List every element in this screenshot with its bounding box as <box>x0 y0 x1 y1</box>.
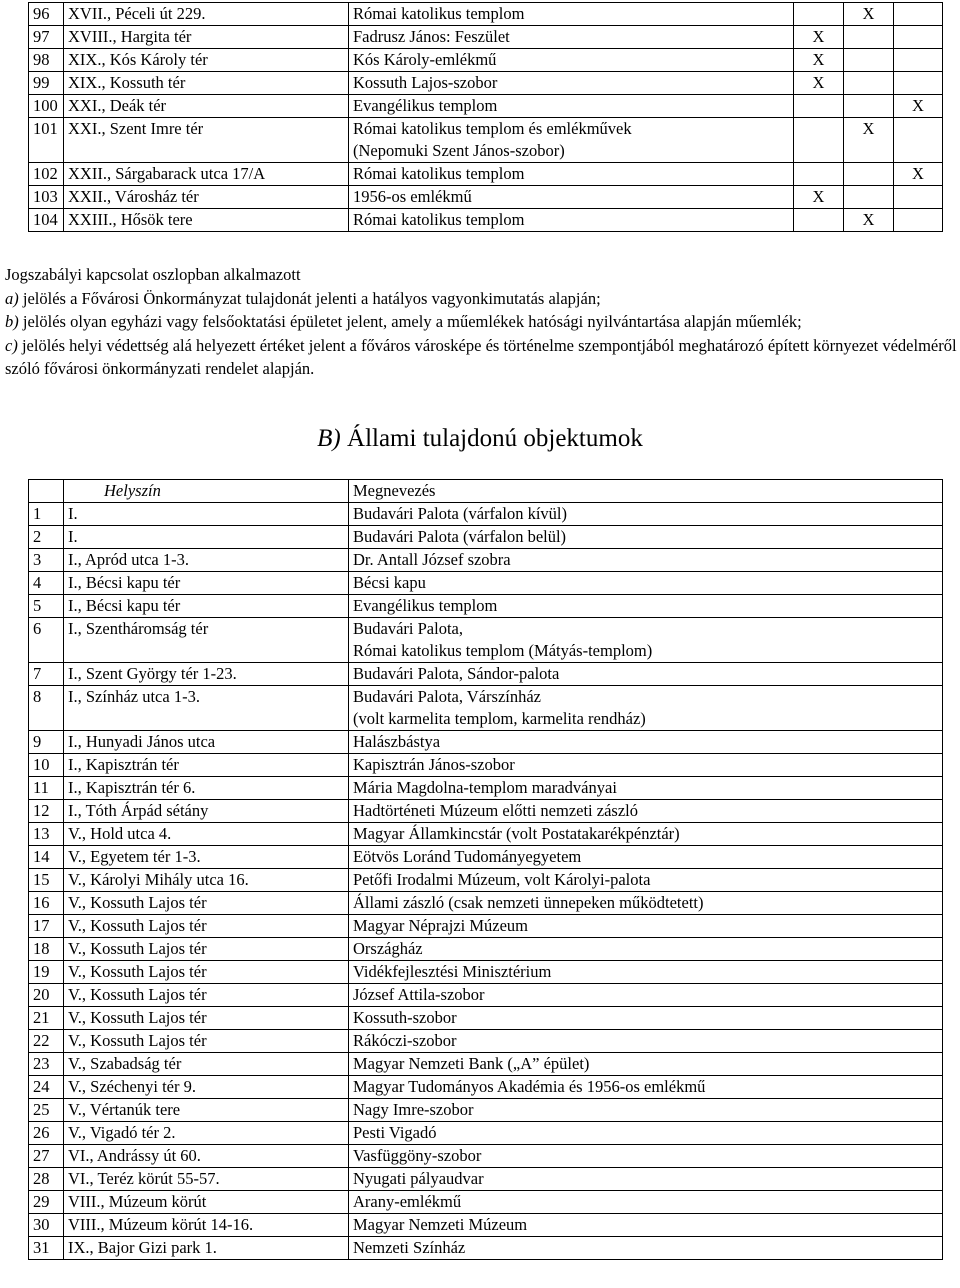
row-number: 6 <box>29 618 64 663</box>
legal-mark-d: X <box>894 95 943 118</box>
legend-b-label: b) <box>5 312 19 331</box>
section-heading <box>0 422 960 456</box>
row-location: I., Hunyadi János utca <box>64 731 349 754</box>
row-number: 104 <box>29 209 64 232</box>
row-name-line: Pesti Vigadó <box>353 1123 437 1142</box>
row-location: V., Kossuth Lajos tér <box>64 961 349 984</box>
table-row <box>29 1214 943 1237</box>
row-number: 101 <box>29 118 64 163</box>
row-number: 30 <box>29 1214 64 1237</box>
row-number: 98 <box>29 49 64 72</box>
row-name <box>349 1191 943 1214</box>
row-name-line-2: (Nepomuki Szent János-szobor) <box>353 141 565 160</box>
row-name-line: Országház <box>353 939 423 958</box>
row-location: V., Károlyi Mihály utca 16. <box>64 869 349 892</box>
row-name <box>349 26 794 49</box>
row-name <box>349 3 794 26</box>
row-name <box>349 663 943 686</box>
row-name <box>349 1168 943 1191</box>
row-location: I., Szent György tér 1-23. <box>64 663 349 686</box>
section-title: Állami tulajdonú objektumok <box>340 425 643 452</box>
legal-mark-c <box>844 186 894 209</box>
row-location: V., Kossuth Lajos tér <box>64 1030 349 1053</box>
legend-a <box>5 287 960 311</box>
table-row <box>29 1145 943 1168</box>
row-name <box>349 1053 943 1076</box>
row-name <box>349 49 794 72</box>
legal-mark-b: X <box>794 26 844 49</box>
row-number: 97 <box>29 26 64 49</box>
row-location: V., Kossuth Lajos tér <box>64 915 349 938</box>
row-name <box>349 754 943 777</box>
row-location: V., Vigadó tér 2. <box>64 1122 349 1145</box>
row-location: XXIII., Hősök tere <box>64 209 349 232</box>
row-number: 4 <box>29 572 64 595</box>
legal-mark-d <box>894 209 943 232</box>
table-row <box>29 777 943 800</box>
table-row <box>29 72 943 95</box>
legal-mark-c: X <box>844 209 894 232</box>
legal-mark-c <box>844 26 894 49</box>
row-number: 15 <box>29 869 64 892</box>
row-location: I., Színház utca 1-3. <box>64 686 349 731</box>
row-location: IX., Bajor Gizi park 1. <box>64 1237 349 1260</box>
table-row <box>29 209 943 232</box>
table-row <box>29 95 943 118</box>
legal-mark-d <box>894 49 943 72</box>
table-row <box>29 846 943 869</box>
row-name-line: Magyar Néprajzi Múzeum <box>353 916 529 935</box>
row-name-line: Kapisztrán János-szobor <box>353 755 515 774</box>
row-number: 27 <box>29 1145 64 1168</box>
row-name <box>349 1007 943 1030</box>
row-name-line: Petőfi Irodalmi Múzeum, volt Károlyi-palota <box>353 870 651 889</box>
table-row <box>29 26 943 49</box>
row-name <box>349 984 943 1007</box>
table-row <box>29 1168 943 1191</box>
row-name-line: Fadrusz János: Feszület <box>353 27 510 46</box>
legend-b <box>5 310 960 334</box>
row-number: 7 <box>29 663 64 686</box>
table-row <box>29 1099 943 1122</box>
row-number: 29 <box>29 1191 64 1214</box>
row-name <box>349 823 943 846</box>
row-name <box>349 595 943 618</box>
table-row <box>29 869 943 892</box>
row-number: 10 <box>29 754 64 777</box>
state-owned-objects-table <box>28 479 943 1260</box>
table-row <box>29 892 943 915</box>
legal-mark-c: X <box>844 118 894 163</box>
row-location: V., Kossuth Lajos tér <box>64 938 349 961</box>
row-name-line: Budavári Palota, <box>353 619 463 638</box>
row-name <box>349 892 943 915</box>
row-name-line: Budavári Palota (várfalon kívül) <box>353 504 567 523</box>
row-number: 8 <box>29 686 64 731</box>
row-name <box>349 572 943 595</box>
legal-mark-b: X <box>794 186 844 209</box>
row-location: XXII., Sárgabarack utca 17/A <box>64 163 349 186</box>
table-row <box>29 526 943 549</box>
row-location: XIX., Kós Károly tér <box>64 49 349 72</box>
table-row <box>29 663 943 686</box>
row-location: I., Tóth Árpád sétány <box>64 800 349 823</box>
table-row <box>29 549 943 572</box>
legend-intro: Jogszabályi kapcsolat oszlopban alkalmazott <box>5 265 301 284</box>
row-location: XXI., Deák tér <box>64 95 349 118</box>
legal-mark-c <box>844 49 894 72</box>
legal-mark-d <box>894 186 943 209</box>
row-number: 24 <box>29 1076 64 1099</box>
table-row <box>29 1237 943 1260</box>
row-location: V., Hold utca 4. <box>64 823 349 846</box>
row-name-line: Római katolikus templom és emlékművek <box>353 119 632 138</box>
legend-a-label: a) <box>5 288 19 308</box>
row-name-line: Budavári Palota, Sándor-palota <box>353 664 560 683</box>
row-name <box>349 938 943 961</box>
row-location: VI., Andrássy út 60. <box>64 1145 349 1168</box>
section-letter: B) <box>317 425 341 452</box>
row-name <box>349 731 943 754</box>
table-row <box>29 1076 943 1099</box>
row-number: 12 <box>29 800 64 823</box>
legend-c-label: c) <box>5 335 18 355</box>
table-row <box>29 915 943 938</box>
row-name-line: Magyar Nemzeti Múzeum <box>353 1215 528 1234</box>
row-location: XVIII., Hargita tér <box>64 26 349 49</box>
table-row <box>29 163 943 186</box>
row-location: I., Szentháromság tér <box>64 618 349 663</box>
row-name-line: Magyar Tudományos Akadémia és 1956-os emlékmű <box>353 1077 706 1096</box>
row-name-line: Dr. Antall József szobra <box>353 550 511 569</box>
row-name-line: Budavári Palota, Várszínház <box>353 687 542 706</box>
row-name-line: Vasfüggöny-szobor <box>353 1146 482 1165</box>
row-location: XXI., Szent Imre tér <box>64 118 349 163</box>
row-number: 99 <box>29 72 64 95</box>
legend-c <box>5 334 960 381</box>
table-row <box>29 118 943 163</box>
row-name <box>349 961 943 984</box>
row-location: I., Apród utca 1-3. <box>64 549 349 572</box>
row-name-line: Kossuth Lajos-szobor <box>353 73 498 92</box>
row-location: VIII., Múzeum körút <box>64 1191 349 1214</box>
row-number: 26 <box>29 1122 64 1145</box>
row-name <box>349 869 943 892</box>
legal-mark-c: X <box>844 3 894 26</box>
table-row <box>29 3 943 26</box>
row-number: 21 <box>29 1007 64 1030</box>
row-name-line: Eötvös Loránd Tudományegyetem <box>353 847 582 866</box>
row-location: I., Kapisztrán tér 6. <box>64 777 349 800</box>
row-name-line: Római katolikus templom <box>353 164 525 183</box>
legal-mark-b <box>794 209 844 232</box>
row-number: 103 <box>29 186 64 209</box>
row-name <box>349 209 794 232</box>
table-row <box>29 618 943 663</box>
row-name-line-2: (volt karmelita templom, karmelita rendház) <box>353 709 646 728</box>
table-row <box>29 1030 943 1053</box>
row-location: VI., Teréz körút 55-57. <box>64 1168 349 1191</box>
row-location: V., Szabadság tér <box>64 1053 349 1076</box>
row-name-line: Római katolikus templom <box>353 4 525 23</box>
row-location: I., Bécsi kapu tér <box>64 572 349 595</box>
row-name <box>349 1237 943 1260</box>
header-place-label: Helyszín <box>104 481 161 500</box>
row-name <box>349 163 794 186</box>
row-number: 5 <box>29 595 64 618</box>
row-number: 16 <box>29 892 64 915</box>
table-row <box>29 572 943 595</box>
row-location: V., Kossuth Lajos tér <box>64 892 349 915</box>
legal-mark-b: X <box>794 49 844 72</box>
legend-c-text: jelölés helyi védettség alá helyezett értéket jelent a főváros városképe és történelme szempontjából meghatározó épített környezet védelméről szóló fővárosi önkormányzati rendelet alapján. <box>5 335 957 378</box>
row-number: 100 <box>29 95 64 118</box>
row-name-line-2: Római katolikus templom (Mátyás-templom) <box>353 641 653 660</box>
row-name <box>349 777 943 800</box>
row-name <box>349 549 943 572</box>
legend-a-text: jelölés a Fővárosi Önkormányzat tulajdonát jelenti a hatályos vagyonkimutatás alapján; <box>18 288 601 308</box>
row-name <box>349 915 943 938</box>
row-name <box>349 1099 943 1122</box>
row-location: V., Kossuth Lajos tér <box>64 1007 349 1030</box>
row-name <box>349 618 943 663</box>
legal-mark-c <box>844 72 894 95</box>
row-name <box>349 503 943 526</box>
table-row <box>29 49 943 72</box>
row-name-line: 1956-os emlékmű <box>353 187 472 206</box>
row-name <box>349 846 943 869</box>
row-name <box>349 1214 943 1237</box>
header-place <box>64 480 349 503</box>
row-location: I. <box>64 526 349 549</box>
row-number: 18 <box>29 938 64 961</box>
row-name <box>349 186 794 209</box>
row-name <box>349 526 943 549</box>
row-name-line: Budavári Palota (várfalon belül) <box>353 527 567 546</box>
row-name <box>349 1076 943 1099</box>
row-name-line: Hadtörténeti Múzeum előtti nemzeti zászló <box>353 801 638 820</box>
row-name-line: Kossuth-szobor <box>353 1008 457 1027</box>
legal-mark-c <box>844 95 894 118</box>
row-name-line: József Attila-szobor <box>353 985 485 1004</box>
table-row <box>29 754 943 777</box>
table-row <box>29 595 943 618</box>
table-row <box>29 186 943 209</box>
table-row <box>29 503 943 526</box>
legal-mark-d <box>894 118 943 163</box>
table-row <box>29 823 943 846</box>
row-location: V., Egyetem tér 1-3. <box>64 846 349 869</box>
row-location: I. <box>64 503 349 526</box>
row-number: 9 <box>29 731 64 754</box>
row-name <box>349 1030 943 1053</box>
row-number: 19 <box>29 961 64 984</box>
row-location: V., Vértanúk tere <box>64 1099 349 1122</box>
row-name-line: Vidékfejlesztési Minisztérium <box>353 962 552 981</box>
row-number: 17 <box>29 915 64 938</box>
row-name-line: Evangélikus templom <box>353 96 498 115</box>
row-name-line: Mária Magdolna-templom maradványai <box>353 778 617 797</box>
row-name-line: Rákóczi-szobor <box>353 1031 457 1050</box>
legal-mark-b: X <box>794 72 844 95</box>
row-location: I., Kapisztrán tér <box>64 754 349 777</box>
row-number: 14 <box>29 846 64 869</box>
row-name <box>349 686 943 731</box>
row-name <box>349 800 943 823</box>
row-number: 20 <box>29 984 64 1007</box>
table-row <box>29 731 943 754</box>
legend-b-text: jelölés olyan egyházi vagy felsőoktatási épületet jelent, amely a műemlékek hatósági nyilvántartása alapján műemlék; <box>18 312 802 331</box>
row-name <box>349 72 794 95</box>
table-row <box>29 1053 943 1076</box>
row-name-line: Nyugati pályaudvar <box>353 1169 484 1188</box>
row-name-line: Nemzeti Színház <box>353 1238 466 1257</box>
row-number: 23 <box>29 1053 64 1076</box>
row-name <box>349 1145 943 1168</box>
row-location: VIII., Múzeum körút 14-16. <box>64 1214 349 1237</box>
row-name-line: Nagy Imre-szobor <box>353 1100 474 1119</box>
legal-mark-b <box>794 95 844 118</box>
legal-mark-b <box>794 163 844 186</box>
table-row <box>29 938 943 961</box>
row-number: 102 <box>29 163 64 186</box>
legal-mark-d: X <box>894 163 943 186</box>
row-name-line: Arany-emlékmű <box>353 1192 462 1211</box>
row-name-line: Bécsi kapu <box>353 573 426 592</box>
row-name <box>349 95 794 118</box>
legal-mark-d <box>894 3 943 26</box>
row-number: 28 <box>29 1168 64 1191</box>
row-number: 2 <box>29 526 64 549</box>
row-location: I., Bécsi kapu tér <box>64 595 349 618</box>
row-number: 1 <box>29 503 64 526</box>
row-location: XXII., Városház tér <box>64 186 349 209</box>
row-name-line: Kós Károly-emlékmű <box>353 50 497 69</box>
row-location: V., Kossuth Lajos tér <box>64 984 349 1007</box>
legal-mark-d <box>894 72 943 95</box>
row-name-line: Magyar Nemzeti Bank („A” épület) <box>353 1054 590 1073</box>
row-number: 11 <box>29 777 64 800</box>
row-location: XIX., Kossuth tér <box>64 72 349 95</box>
row-name <box>349 118 794 163</box>
row-name-line: Magyar Államkincstár (volt Postatakarékpénztár) <box>353 824 680 843</box>
legal-mark-b <box>794 3 844 26</box>
row-name-line: Evangélikus templom <box>353 596 498 615</box>
legend-notes <box>5 263 960 381</box>
table-row <box>29 1007 943 1030</box>
table-row <box>29 800 943 823</box>
legal-mark-d <box>894 26 943 49</box>
table-row <box>29 961 943 984</box>
row-location: V., Széchenyi tér 9. <box>64 1076 349 1099</box>
row-number: 96 <box>29 3 64 26</box>
row-number: 3 <box>29 549 64 572</box>
row-number: 22 <box>29 1030 64 1053</box>
row-number: 25 <box>29 1099 64 1122</box>
table-row <box>29 1122 943 1145</box>
header-name: Megnevezés <box>349 480 943 503</box>
legal-mark-b <box>794 118 844 163</box>
table-row <box>29 1191 943 1214</box>
header-num <box>29 480 64 503</box>
legal-mark-c <box>844 163 894 186</box>
row-location: XVII., Péceli út 229. <box>64 3 349 26</box>
row-name-line: Halászbástya <box>353 732 441 751</box>
row-name-line: Állami zászló (csak nemzeti ünnepeken működtetett) <box>353 893 704 912</box>
table-row <box>29 984 943 1007</box>
table-header-row <box>29 480 943 503</box>
row-number: 13 <box>29 823 64 846</box>
row-number: 31 <box>29 1237 64 1260</box>
row-name <box>349 1122 943 1145</box>
heritage-table-continued <box>28 2 943 232</box>
row-name-line: Római katolikus templom <box>353 210 525 229</box>
table-row <box>29 686 943 731</box>
